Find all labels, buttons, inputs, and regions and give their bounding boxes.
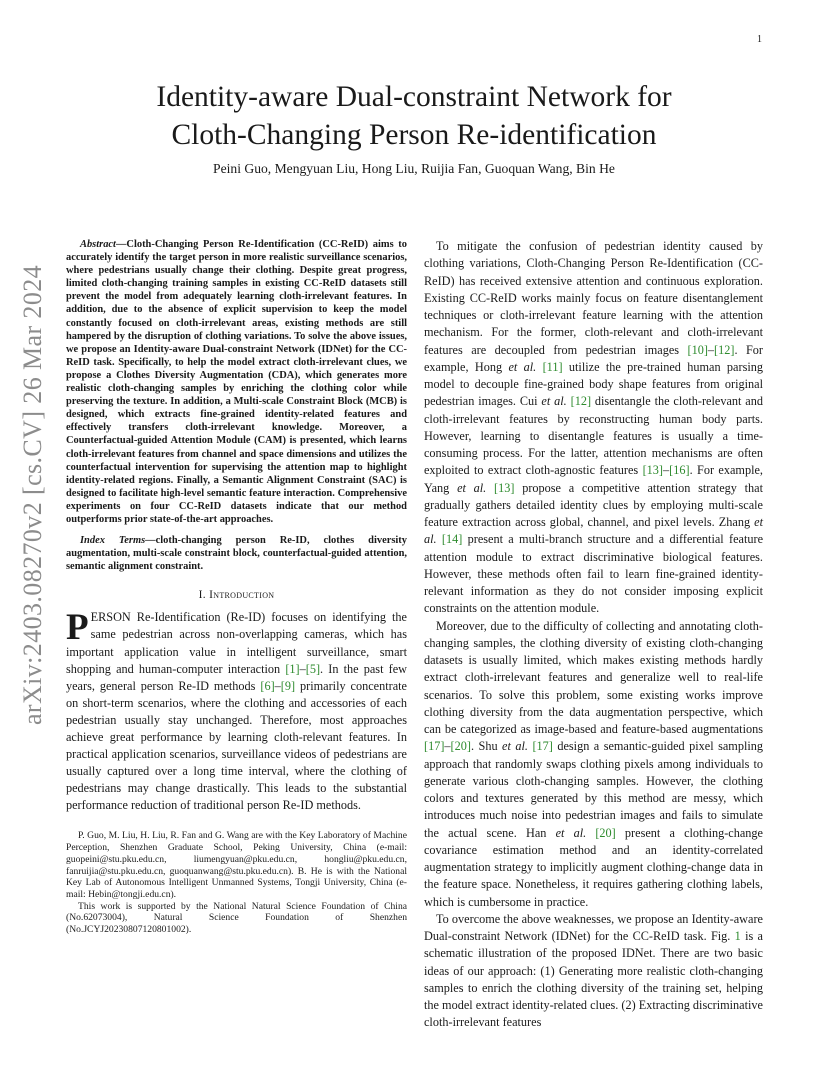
abstract (66, 238, 407, 526)
page-number: 1 (757, 34, 762, 45)
citation-link[interactable]: [14] (441, 532, 463, 547)
citation-link[interactable]: [9] (280, 678, 296, 693)
abstract-lead: Abstract (80, 239, 116, 250)
text-run: – (663, 463, 670, 478)
section-title: Introduction (209, 589, 275, 602)
text-run: – (444, 739, 451, 754)
citation-link[interactable]: [6] (260, 678, 275, 693)
text-run: . For example, Hong (424, 342, 763, 374)
abstract-text: —Cloth-Changing Person Re-Identification (CC-ReID) aims to accurately identify the target person in more realistic surveillance scenarios, where pedestrians usually change their clothing. Despite great progress, limited cloth-changing training samples in existing CC-ReID datasets still prevent the model from adequately learning cloth-irrelevant features. In addition, due to the absence of explicit supervision to keep the model constantly focused on cloth-irrelevant areas, existing methods are still hampered by the disruption of clothing variations. To solve the above issues, we propose an Identity-aware Dual-constraint Network (IDNet) for the CC-ReID task. Specifically, to help the model extract cloth-irrelevant clues, we propose a Clothes Diversity Augmentation (CDA), which generates more realistic cloth-changing samples by enriching the clothing color while preserving the texture. In addition, a Multi-scale Constraint Block (MCB) is designed, which extracts fine-grained identity-related features and effectively transfers cloth-irrelevant knowledge. Moreover, a Counterfactual-guided Attention Module (CAM) is presented, which learns cloth-irrelevant features from channel and space dimensions and utilizes the counterfactual intervention for supervising the attention map to highlight identity-related regions. Finally, a Semantic Alignment Constraint (SAC) is designed to facilitate high-level semantic feature interaction. Comprehensive experiments on four CC-ReID datasets indicate that our method outperforms prior state-of-the-art approaches. (66, 239, 407, 525)
citation-link[interactable]: [5] (305, 661, 321, 676)
intro-paragraph-1 (66, 609, 407, 814)
text-run: propose a competitive attention strategy that gradually gathers detailed identity clues by employing multi-scale feature extraction across global, channel, and pixel levels. Zhang (424, 480, 764, 529)
citation-link[interactable]: [13] (494, 480, 515, 495)
text-run: present a clothing-change covariance estimation method and an identity-correlated augmentation strategy to implicitly augment clothing-change data in the feature space. Nonetheless, it requires gathering clothing labels, which is cumbersome in practice. (424, 825, 763, 909)
section-numeral: I. (198, 589, 210, 602)
text-run: Re-Identification (Re-ID) focuses on identifying the same pedestrian across non-overlapping cameras, which has important application value in intelligent surveillance, smart shopping and human-computer interaction (66, 610, 407, 676)
citation-link[interactable]: [12] (570, 394, 592, 409)
text-run: Moreover, due to the difficulty of collecting and annotating cloth-changing samples, the clothing diversity of existing cloth-changing datasets is usually limited, which makes existing methods hardly extract cloth-irrelevant features and generalize well to real-life scenarios. To solve this problem, some existing works improve clothing diversity from the data augmentation perspective, which can be categorized as image-based and feature-based augmentations (424, 618, 763, 736)
intro-paragraph-2 (424, 238, 763, 618)
title-line-2: Cloth-Changing Person Re-identification (171, 119, 657, 151)
et-al: et al. (457, 480, 487, 495)
text-run: . For example, Yang (424, 463, 763, 495)
arxiv-stamp-text: arXiv:2403.08270v2 [cs.CV] 26 Mar 2024 (18, 264, 47, 726)
drop-cap: P (66, 607, 89, 649)
citation-link[interactable]: [12] (714, 342, 735, 357)
text-run: design a semantic-guided pixel sampling approach that randomly swaps clothing pixels among individuals to generate various cloth-changing samples. However, the clothing colors and textures generated by this method are messy, which introduces much noise into pedestrian images and fails to simulate the actual scene. Han (424, 739, 763, 840)
citation-link[interactable]: 1 (734, 929, 741, 943)
text-run: To mitigate the confusion of pedestrian identity caused by clothing variations, Cloth-Changing Person Re-Identification (CC-ReID) has received extensive attention and continuous exploration. Existing CC-ReID works mainly focus on feature disentanglement techniques or cloth-irrelevant feature learning with the attention mechanism. For the former, cloth-relevant and cloth-irrelevant features are decoupled from pedestrian images (424, 239, 763, 357)
text-run: primarily concentrate on short-term scenarios, where the clothing and accessories of each pedestrian usually stay unchanged. Therefore, most approaches achieve great performance by learning cloth-relevant features. In practical application scenarios, surveillance videos of pedestrians are usually captured over a long time interval, where the clothing of pedestrians may change drastically. This leads to the substantial performance reduction of traditional person Re-ID methods. (66, 678, 407, 813)
footnotes (66, 830, 407, 935)
text-run: – (707, 342, 715, 357)
text-run: utilize the pre-trained human parsing model to decouple fine-grained body shape features from original pedestrian images. Cui (424, 359, 763, 409)
text-run: . In the past few years, general person Re-ID methods (66, 661, 407, 693)
text-run: – (274, 678, 281, 693)
footnote-affiliations: P. Guo, M. Liu, H. Liu, R. Fan and G. Wang are with the Key Laboratory of Machine Perception, Shenzhen Graduate School, Peking University, China (e-mail: guopeini@stu.pku.edu.cn, liumengyuan@pku.edu.cn, hongliu@pku.edu.cn, fanruijia@stu.pku.edu.cn, guoquanwang@stu.pku.edu.cn). B. He is with the National Key Lab of Autonomous Intelligent Unmanned Systems, Tongji University, China (e-mail: Hebin@tongji.edu.cn). (66, 830, 407, 900)
text-run: – (299, 661, 306, 676)
et-al: et al. (555, 825, 587, 840)
text-run: . Shu (470, 739, 503, 754)
text-run: To overcome the above weaknesses, we propose an Identity-aware Dual-constraint Network (IDNet) for the CC-ReID task. Fig. (424, 911, 763, 943)
citation-link[interactable]: [10] (687, 342, 708, 357)
left-column (66, 238, 407, 936)
citation-link[interactable]: [20] (595, 825, 616, 840)
index-terms-text: —cloth-changing person Re-ID, clothes diversity augmentation, multi-scale constraint block, counterfactual-guided attention, semantic alignment constraint. (66, 535, 407, 573)
intro-paragraph-4 (424, 911, 763, 1032)
text-run: present a multi-branch structure and a differential feature attention module to extract discriminative biological features. However, these methods often fail to learn fine-grained identity-relevant information as they do not consider imposing explicit constraints on the attention module. (424, 532, 763, 616)
citation-link[interactable]: [17] (424, 739, 445, 754)
text-run: is a schematic illustration of the proposed IDNet. There are two basic ideas of our approach: (1) Generating more realistic cloth-changing samples to enrich the clothing diversity of the training set, helping the model extract identity-related clues. (2) Extracting discriminative cloth-irrelevant features (424, 929, 763, 1030)
citation-link[interactable]: [20] (450, 739, 471, 754)
title-line-1: Identity-aware Dual-constraint Network for (156, 81, 672, 113)
et-al: et al. (502, 739, 528, 754)
text-run (486, 481, 494, 495)
first-word-rest: ERSON (90, 610, 131, 625)
intro-paragraph-3 (424, 618, 763, 911)
right-column (424, 238, 763, 1032)
section-heading (66, 589, 407, 601)
index-terms (66, 534, 407, 573)
index-terms-lead: Index Terms (80, 535, 146, 547)
et-al: et al. (508, 359, 537, 374)
et-al: et al. (541, 394, 567, 409)
footnote-funding: This work is supported by the National Natural Science Foundation of China (No.62073004), Natural Science Foundation of Shenzhen (No.JCYJ20230807120801002). (66, 900, 407, 936)
author-list: Peini Guo, Mengyuan Liu, Hong Liu, Ruijia Fan, Guoquan Wang, Bin He (213, 161, 615, 176)
citation-link[interactable]: [17] (532, 739, 553, 754)
citation-link[interactable]: [16] (669, 463, 690, 478)
intro-p1-text (66, 607, 407, 813)
paper-title (0, 78, 828, 154)
et-al: et al. (424, 515, 763, 547)
citation-link[interactable]: [1] (285, 661, 300, 676)
citation-link[interactable]: [13] (642, 463, 664, 478)
arxiv-stamp (8, 250, 58, 740)
text-run (586, 826, 595, 840)
text-run: disentangle the cloth-relevant and cloth-irrelevant features by reconstructing human body parts. However, learning to disentangle features is usually a time-consuming process. For the latter, attention mechanisms are often exploited to extract cloth-agnostic features (424, 394, 763, 478)
citation-link[interactable]: [11] (542, 359, 563, 374)
